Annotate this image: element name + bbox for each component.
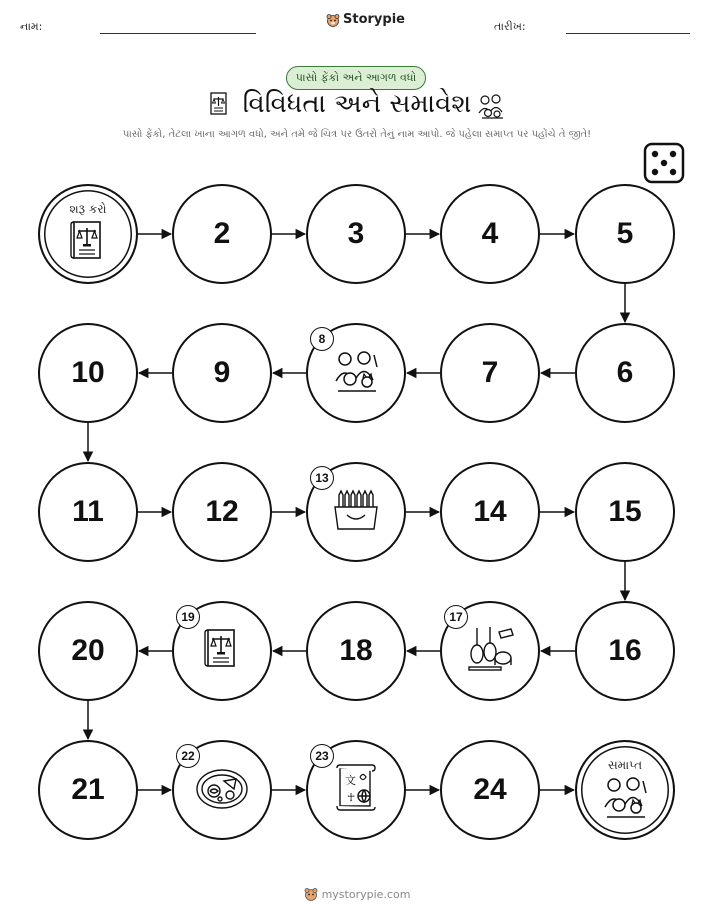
board-space-17 xyxy=(440,601,540,701)
space-number: 5 xyxy=(616,217,634,250)
space-number: 4 xyxy=(481,217,499,250)
instructions-text: પાસો ફેંકો, તેટલા ખાના આગળ વધો, અને તમે જે ચિત્ર પર ઉતરો તેનું નામ આપો. જે પહેલા સમાપ્ત પર પહોંચે તે જીતે! xyxy=(122,129,592,140)
footer-url: mystorypie.com xyxy=(321,887,411,901)
board-space-7 xyxy=(440,323,540,423)
board-space-10 xyxy=(38,323,138,423)
space-number-badge: 8 xyxy=(310,327,334,351)
crayons-icon xyxy=(331,487,381,537)
space-number-badge: 19 xyxy=(176,605,200,629)
space-number: 24 xyxy=(473,773,507,806)
board-space-14 xyxy=(440,462,540,562)
board-space-20 xyxy=(38,601,138,701)
footer xyxy=(0,887,714,901)
board-space-23 xyxy=(306,740,406,840)
board-space-24 xyxy=(440,740,540,840)
space-number: 16 xyxy=(608,634,642,667)
food-plate-icon xyxy=(194,765,250,815)
board-space-16 xyxy=(575,601,675,701)
space-number: 3 xyxy=(347,217,365,250)
space-number: 7 xyxy=(481,356,499,389)
date-label: તારીખ: xyxy=(494,20,526,33)
finish-space xyxy=(575,740,675,840)
start-space xyxy=(38,184,138,284)
mascot-icon xyxy=(304,887,318,901)
space-number: 20 xyxy=(71,634,105,667)
svg-text:☥: ☥ xyxy=(347,791,356,804)
board-space-12 xyxy=(172,462,272,562)
law-scroll-icon xyxy=(68,219,108,267)
space-number-badge: 17 xyxy=(444,605,468,629)
name-label: નામ: xyxy=(20,20,43,33)
board-space-9 xyxy=(172,323,272,423)
space-number: 2 xyxy=(213,217,231,250)
instruction-pill: પાસો ફેંકો અને આગળ વધો xyxy=(286,66,426,90)
board-space-22 xyxy=(172,740,272,840)
space-number: 12 xyxy=(205,495,239,528)
start-label: શરૂ કરો xyxy=(69,202,107,216)
space-number: 15 xyxy=(608,495,642,528)
space-number: 11 xyxy=(72,495,104,528)
board-space-6 xyxy=(575,323,675,423)
board-space-15 xyxy=(575,462,675,562)
diverse-people-icon xyxy=(330,347,382,399)
space-number: 6 xyxy=(616,356,634,389)
brand-name: Storypie xyxy=(343,12,405,27)
board-space-18 xyxy=(306,601,406,701)
music-instruments-icon xyxy=(463,624,517,678)
board-space-11 xyxy=(38,462,138,562)
board-space-13 xyxy=(306,462,406,562)
page-title: વિવિધતા અને સમાવેશ xyxy=(242,89,472,119)
space-number-badge: 13 xyxy=(310,466,334,490)
diverse-people-icon xyxy=(599,773,651,825)
space-number-badge: 23 xyxy=(310,744,334,768)
space-number: 18 xyxy=(339,634,373,667)
board-space-3 xyxy=(306,184,406,284)
space-number: 14 xyxy=(473,495,507,528)
space-number-badge: 22 xyxy=(176,744,200,768)
board-space-2 xyxy=(172,184,272,284)
board-space-21 xyxy=(38,740,138,840)
space-number: 9 xyxy=(213,356,231,389)
svg-text:文: 文 xyxy=(345,774,356,787)
space-number: 10 xyxy=(71,356,105,389)
space-number: 21 xyxy=(71,773,105,806)
board-space-8 xyxy=(306,323,406,423)
finish-label: સમાપ્ત xyxy=(607,758,643,772)
languages-scroll-icon xyxy=(332,763,380,817)
board-space-5 xyxy=(575,184,675,284)
law-scroll-icon xyxy=(202,627,242,675)
board-space-4 xyxy=(440,184,540,284)
board-space-19 xyxy=(172,601,272,701)
